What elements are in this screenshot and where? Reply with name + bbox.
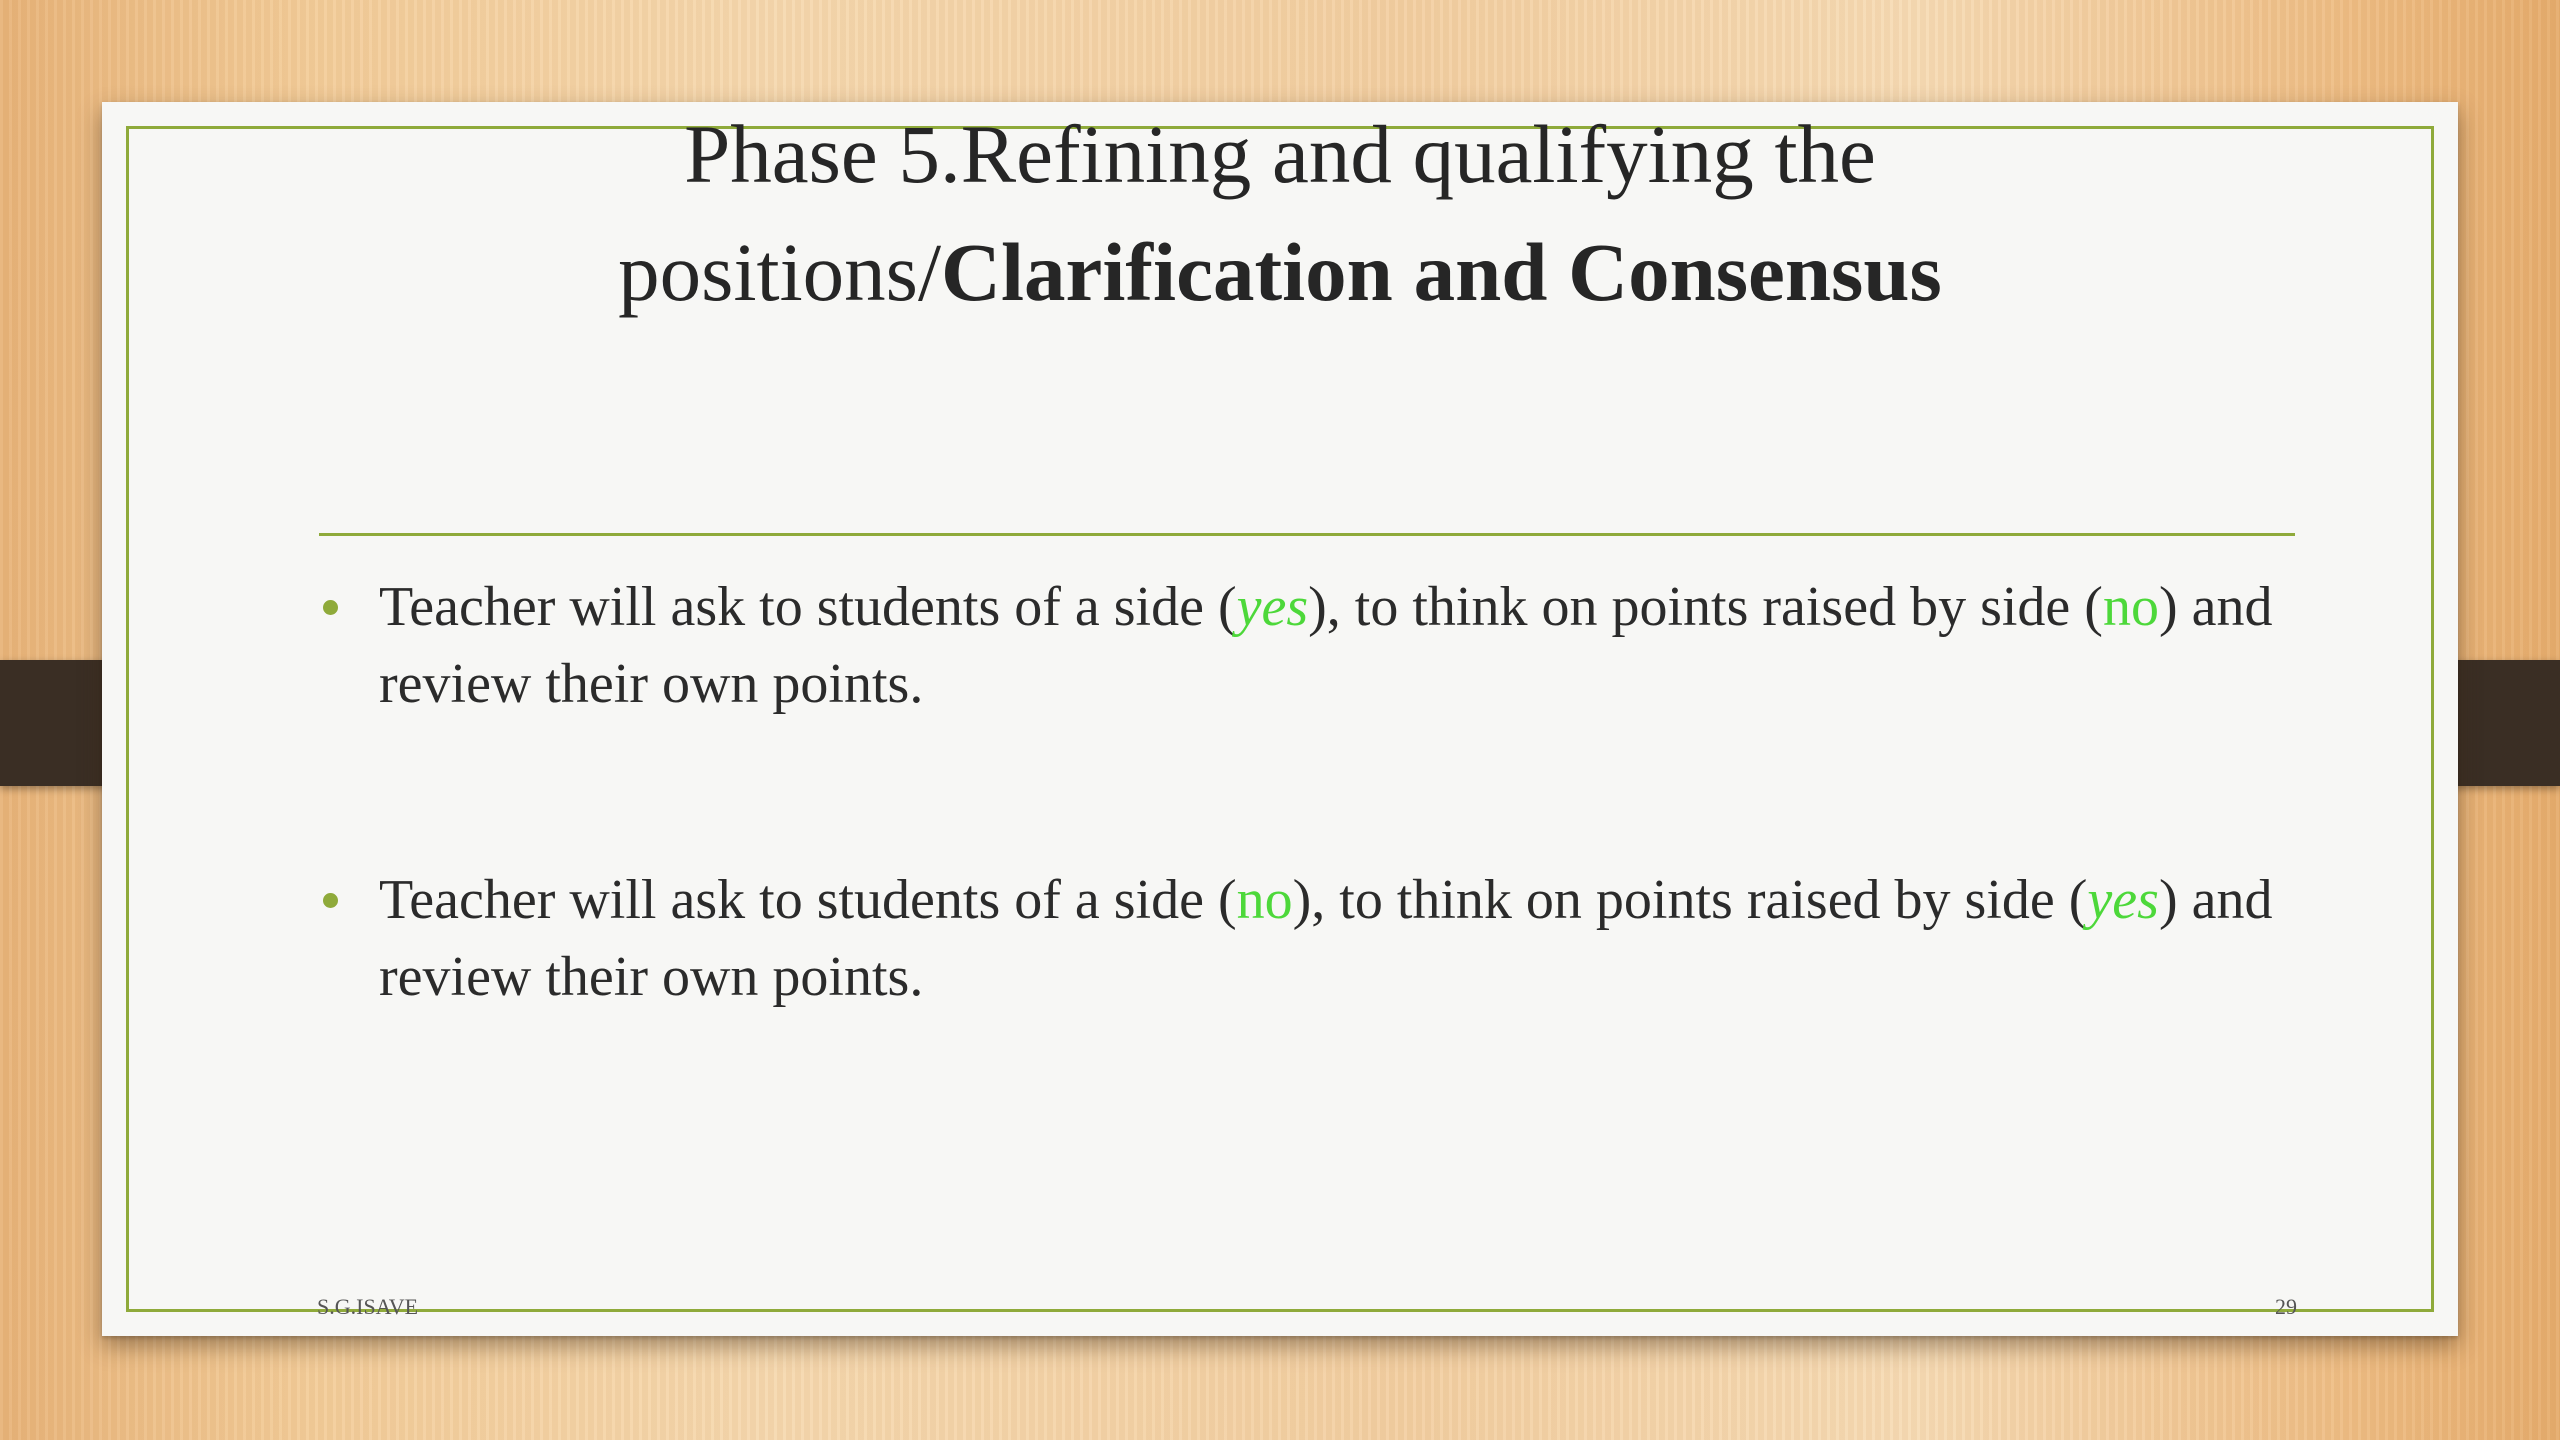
bullet-text-pre: Teacher will ask to students of a side ( — [379, 576, 1237, 638]
highlight-yes: yes — [1236, 576, 1309, 638]
bullet-text-post: ) and review their own points. — [379, 576, 2273, 715]
bullet-list — [319, 569, 2329, 1016]
bullet-text-mid: ), to think on points raised by side ( — [1292, 869, 2088, 931]
highlight-yes: yes — [2087, 869, 2159, 931]
slide-card — [102, 102, 2458, 1336]
title-line-1: Phase 5.Refining and qualifying the — [684, 108, 1876, 200]
bullet-text-post: ) and review their own points. — [379, 869, 2273, 1008]
slide-number: 29 — [2275, 1294, 2297, 1319]
bullet-item-1 — [319, 569, 2329, 723]
title-divider — [319, 533, 2295, 536]
title-line-2-plain: positions/ — [618, 226, 942, 318]
footer-author: S.G.ISAVE — [317, 1294, 419, 1319]
bullet-text-pre: Teacher will ask to students of a side ( — [379, 869, 1237, 931]
title-line-2-bold: Clarification and Consensus — [941, 226, 1942, 318]
bullet-item-2 — [319, 862, 2329, 1016]
slide-frame — [126, 108, 2434, 1319]
bullet-dot-icon — [323, 893, 338, 908]
bullet-dot-icon — [323, 600, 338, 615]
highlight-no: no — [2102, 576, 2159, 638]
slide-title — [129, 95, 2431, 331]
highlight-no: no — [1236, 869, 1293, 931]
bullet-text-mid: ), to think on points raised by side ( — [1308, 576, 2103, 638]
